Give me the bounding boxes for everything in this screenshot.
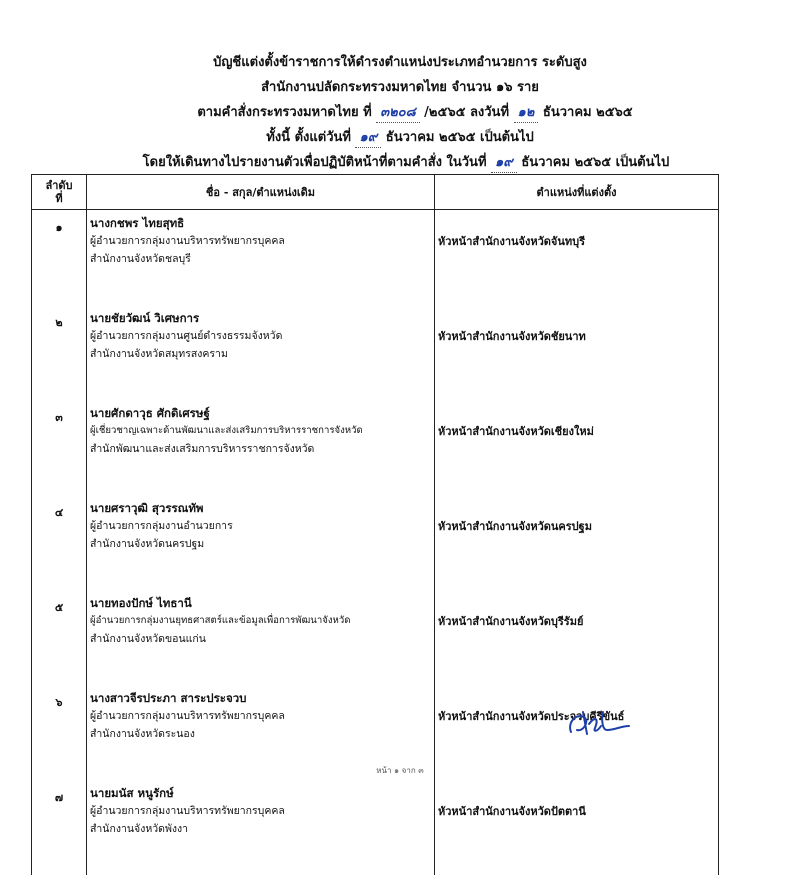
table-row: [32, 400, 719, 495]
former-position: ผู้อำนวยการกลุ่มงานบริหารทรัพยากรบุคคล: [90, 710, 285, 722]
row-number: ๒: [32, 305, 87, 400]
column-header-name: ชื่อ - สกุล/ตำแหน่งเดิม: [87, 175, 435, 210]
former-office: สำนักงานจังหวัดนครปฐม: [90, 538, 205, 550]
person-name: นายศักดาวุธ ศักดิเศรษฐ์: [90, 406, 210, 420]
effective-prefix: ทั้งนี้ ตั้งแต่วันที่: [266, 130, 351, 145]
person-cell: [87, 210, 435, 306]
title-line-1: บัญชีแต่งตั้งข้าราชการให้ดำรงตำแหน่งประเภทอำนวยการ ระดับสูง: [213, 55, 587, 70]
person-cell: [87, 590, 435, 685]
column-header-position: ตำแหน่งที่แต่งตั้ง: [435, 175, 719, 210]
row-number: ๕: [32, 590, 87, 685]
appointed-position: หัวหน้าสำนักงานจังหวัดปัตตานี: [435, 780, 719, 875]
appointed-position: หัวหน้าสำนักงานจังหวัดนครปฐม: [435, 495, 719, 590]
former-office: สำนักงานจังหวัดขอนแก่น: [90, 633, 206, 645]
signature-mark: [565, 706, 635, 740]
appointed-position: หัวหน้าสำนักงานจังหวัดบุรีรัมย์: [435, 590, 719, 685]
appointed-position: หัวหน้าสำนักงานจังหวัดชัยนาท: [435, 305, 719, 400]
table-row: [32, 305, 719, 400]
order-reference-line: [0, 101, 800, 123]
effective-day: ๑๙: [355, 126, 381, 148]
row-number: ๑: [32, 210, 87, 306]
former-office: สำนักพัฒนาและส่งเสริมการบริหารราชการจังหวัด: [90, 443, 315, 455]
report-day: ๑๙: [491, 151, 517, 173]
person-cell: [87, 780, 435, 875]
table-row: [32, 210, 719, 306]
title-line-2: สำนักงานปลัดกระทรวงมหาดไทย จำนวน ๑๖ ราย: [261, 80, 539, 95]
person-name: นางสาวจีรประภา สาระประจวบ: [90, 691, 247, 705]
appointed-position: หัวหน้าสำนักงานจังหวัดประจวบคีรีขันธ์: [435, 685, 719, 780]
former-position: ผู้เชี่ยวชาญเฉพาะด้านพัฒนาและส่งเสริมการบริหารราชการจังหวัด: [90, 425, 363, 436]
report-date-line: [0, 151, 800, 173]
person-name: นายศราวุฒิ สุวรรณทัพ: [90, 501, 204, 515]
person-cell: [87, 400, 435, 495]
page-number: หน้า ๑ จาก ๓: [376, 766, 424, 775]
person-name: นายมนัส หนูรักษ์: [90, 786, 174, 800]
row-number: ๖: [32, 685, 87, 780]
person-cell: [87, 305, 435, 400]
effective-date-line: [0, 126, 800, 148]
former-office: สำนักงานจังหวัดพังงา: [90, 823, 189, 835]
person-name: นายชัยวัฒน์ วิเศษการ: [90, 311, 200, 325]
table-row: [32, 780, 719, 875]
former-position: ผู้อำนวยการกลุ่มงานบริหารทรัพยากรบุคคล: [90, 805, 285, 817]
row-number: ๔: [32, 495, 87, 590]
report-prefix: โดยให้เดินทางไปรายงานตัวเพื่อปฏิบัติหน้าที่ตามคำสั่ง ในวันที่: [142, 155, 487, 170]
former-office: สำนักงานจังหวัดระนอง: [90, 728, 195, 740]
order-ref-suffix: ธันวาคม ๒๕๖๕: [542, 105, 633, 120]
person-name: นางกชพร ไทยสุทธิ: [90, 216, 185, 230]
former-office: สำนักงานจังหวัดชลบุรี: [90, 253, 191, 265]
former-position: ผู้อำนวยการกลุ่มงานอำนวยการ: [90, 520, 233, 532]
order-ref-prefix: ตามคำสั่งกระทรวงมหาดไทย ที่: [197, 105, 372, 120]
table-row: [32, 495, 719, 590]
order-day: ๑๒: [514, 101, 539, 123]
column-header-number: ลำดับ ที่: [32, 175, 87, 210]
report-suffix: ธันวาคม ๒๕๖๕ เป็นต้นไป: [521, 155, 670, 170]
table-row: [32, 590, 719, 685]
appointed-position: หัวหน้าสำนักงานจังหวัดจันทบุรี: [435, 210, 719, 306]
row-number: ๓: [32, 400, 87, 495]
order-ref-mid: /๒๕๖๕ ลงวันที่: [424, 105, 510, 120]
former-position: ผู้อำนวยการกลุ่มงานยุทธศาสตร์และข้อมูลเพื่อการพัฒนาจังหวัด: [90, 615, 351, 626]
person-cell: [87, 495, 435, 590]
person-name: นายทองปักษ์ ไทธานี: [90, 596, 192, 610]
order-number: ๓๒๐๘: [376, 101, 419, 123]
former-position: ผู้อำนวยการกลุ่มงานบริหารทรัพยากรบุคคล: [90, 235, 285, 247]
row-number: ๗: [32, 780, 87, 875]
appointed-position: หัวหน้าสำนักงานจังหวัดเชียงใหม่: [435, 400, 719, 495]
former-office: สำนักงานจังหวัดสมุทรสงคราม: [90, 348, 228, 360]
former-position: ผู้อำนวยการกลุ่มงานศูนย์ดำรงธรรมจังหวัด: [90, 330, 283, 342]
effective-suffix: ธันวาคม ๒๕๖๕ เป็นต้นไป: [385, 130, 534, 145]
table-header-row: [32, 175, 719, 210]
